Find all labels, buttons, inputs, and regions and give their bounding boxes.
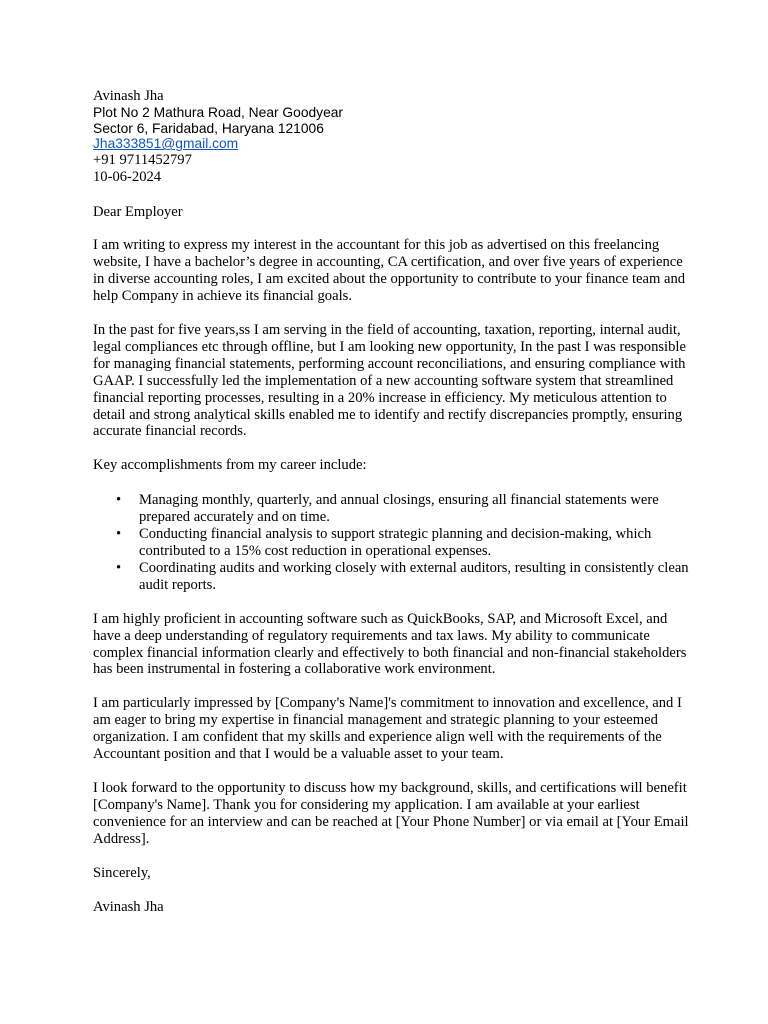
- sender-phone: +91 9711452797: [93, 151, 192, 168]
- bullet-icon: •: [116, 492, 122, 509]
- bullet-icon: •: [116, 526, 122, 543]
- letter-date: 10-06-2024: [93, 168, 162, 185]
- accomplishment-text: Conducting financial analysis to support strategic planning and decision-making, which contributed to a 15% cost reduction in operational expenses.: [139, 526, 652, 559]
- sender-block: [93, 88, 693, 186]
- closing: Sincerely,: [93, 864, 151, 881]
- accomplishments-intro: Key accomplishments from my career include:: [93, 457, 367, 474]
- sender-address-line1: Plot No 2 Mathura Road, Near Goodyear: [93, 104, 344, 120]
- signature: Avinash Jha: [93, 898, 164, 915]
- bullet-icon: •: [116, 559, 122, 576]
- accomplishments-list: [93, 492, 693, 593]
- list-item: [93, 526, 693, 560]
- sender-address-line2: Sector 6, Faridabad, Haryana 121006: [93, 120, 324, 136]
- salutation: Dear Employer: [93, 203, 183, 220]
- paragraph-company-interest: I am particularly impressed by [Company's Name]'s commitment to innovation and excellence, and I am eager to bring my expertise in financial management and strategic planning to your esteemed organization. I am confident that my skills and experience align well with the requirements of the Accountant position and that I would be a valuable asset to your team.: [93, 695, 682, 763]
- accomplishment-text: Managing monthly, quarterly, and annual closings, ensuring all financial statements were prepared accurately and on time.: [139, 492, 659, 526]
- cover-letter-page: [93, 88, 693, 915]
- paragraph-skills: I am highly proficient in accounting software such as QuickBooks, SAP, and Microsoft Excel, and have a deep understanding of regulatory requirements and tax laws. My ability to communicate complex financial information clearly and effectively to both financial and non-financial stakeholders has been instrumental in fostering a collaborative work environment.: [93, 610, 687, 678]
- paragraph-introduction: I am writing to express my interest in the accountant for this job as advertised on this freelancing website, I have a bachelor’s degree in accounting, CA certification, and over five years of experience in diverse accounting roles, I am excited about the opportunity to contribute to your finance team and help Company in achieve its financial goals.: [93, 237, 686, 305]
- accomplishment-text: Coordinating audits and working closely with external auditors, resulting in consistently clean audit reports.: [139, 559, 689, 593]
- paragraph-closing-request: I look forward to the opportunity to discuss how my background, skills, and certifications will benefit [Company's Name]. Thank you for considering my application. I am available at your earliest convenience for an interview and can be reached at [Your Phone Number] or via email at [Your Email Address].: [93, 779, 689, 847]
- sender-email-link[interactable]: Jha333851@gmail.com: [93, 136, 239, 152]
- sender-name: Avinash Jha: [93, 88, 164, 104]
- sender-email-row: [93, 136, 693, 152]
- list-item: [93, 492, 693, 526]
- paragraph-experience: In the past for five years,ss I am serving in the field of accounting, taxation, reporting, internal audit, legal compliances etc through offline, but I am looking new opportunity, In the past I was responsible for managing financial statements, performing account reconciliations, and ensuring compliance with GAAP. I successfully led the implementation of a new accounting software system that streamlined financial reporting processes, resulting in a 20% increase in efficiency. My meticulous attention to detail and strong analytical skills enabled me to identify and rectify discrepancies promptly, ensuring accurate financial records.: [93, 322, 686, 440]
- list-item: [93, 560, 693, 594]
